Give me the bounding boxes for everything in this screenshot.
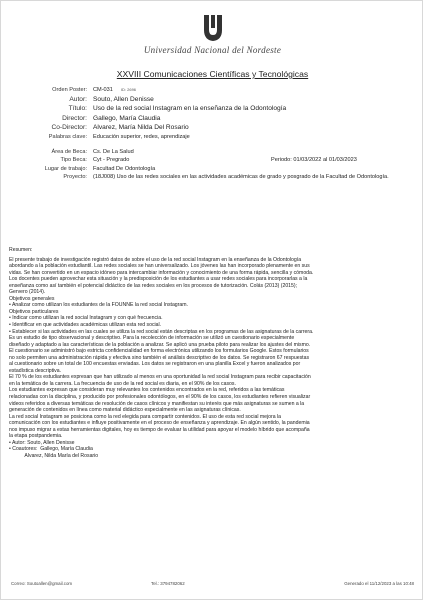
proyecto-label: Proyecto: [63,174,87,181]
body-line: • Coautores: Gallego, María Claudia [9,446,93,453]
body-line: no solo permiten una administración rápida y efectiva sino también el análisis descriptivo de los datos. Se registraron 67 respuestas [9,354,310,361]
body-line: Es un estudio de tipo observacional y descriptivo. Para la recolección de información se utilizó un cuestionario especialmente [9,335,295,342]
tipo-value: Cyt - Pregrado [93,157,130,164]
body-line: videos referidos a diversas temáticas de resolución de casos clínicos y manifiestan su interés que más asignaturas se sumen a la [9,400,305,407]
orden-value: CM-031 [93,87,113,93]
abstract-body [9,247,417,460]
body-line: estadística descriptiva. [9,367,62,374]
titulo-label: Título: [68,105,87,113]
row-area [1,149,423,158]
unne-crest-icon [202,13,224,43]
footer-phone: Tel.: 3794782062 [151,581,185,586]
row-proyecto [1,174,423,190]
orden-label: Orden Poster: [52,87,87,93]
body-line: Los docentes pueden aprovechar esta situación y la predisposición de los estudiantes a usar redes sociales para incorporarlas a la [9,276,308,283]
titulo-value: Uso de la red social Instagram en la enseñanza de la Odontología [93,105,287,113]
autor-label: Autor: [69,95,87,103]
row-autor [1,96,423,106]
body-line: vidas. Se han convertido en un espacio idóneo para intercambiar información y conocimiento de una forma rápida, sencilla y cómoda. [9,269,314,276]
body-line: • Indicar como utilizan la red social Instagram y con qué frecuencia. [9,315,163,322]
body-line: El 70 % de los estudiantes expresan que han utilizado al menos en una oportunidad la red social Instagram para recibir capacitación [9,374,311,381]
director-label: Director: [62,114,87,122]
body-line: generación de contenidos en línea como material didáctico especialmente en las asignaturas clínicas. [9,407,241,414]
body-line: abordando a la población estudiantil. Las redes sociales se han universalizado. Los jóvenes las han incorporado plenamente en sus [9,263,310,270]
row-codirector [1,124,423,134]
row-lugar [1,166,423,175]
body-line: Resumen: [9,247,33,253]
body-line: al cuestionario sobre un total de 100 encuestas enviadas. Los datos se registraron en una planilla Excel y fueron analizados por [9,361,301,368]
body-line: • Identificar en que actividades académicas utilizan esta red social. [9,322,162,329]
codirector-value: Alvarez, María Nilda Del Rosario [93,124,189,132]
director-value: Gallego, María Claudia [93,114,161,122]
body-line: relacionadas con la disciplina, y producido por profesionales odontólogos, en el 90% de los casos, los estudiantes refieren visualizar [9,394,311,401]
codirector-label: Co-Director: [51,124,87,132]
body-line: Los estudiantes expresan que consideran muy relevantes los contenidos encontrados en la red, referidos a las temáticas [9,387,285,394]
body-line: diseñado y adaptado a las características de la población a analizar. Se aplicó una prueba piloto para realizar los ajustes del mismo. [9,341,311,348]
proyecto-value: (18J008) Uso de las redes sociales en las actividades académicas de grado y posgrado de la Facultad de Odontología. [93,174,389,181]
area-label: Área de Beca: [51,148,87,155]
body-line: • Autor: Souto, Allen Denisse [9,439,75,446]
university-name: Universidad Nacional del Nordeste [143,45,282,55]
orden-id: ID: 2696 [120,87,137,92]
body-line: comunicación con los estudiantes e influye positivamente en el proceso de enseñanza y aprendizaje. En algún sentido, la pandemia [9,420,310,427]
tipo-label: Tipo Beca: [60,157,87,164]
footer-generated: Generado el 11/12/2023 a las 10:48 [344,581,414,586]
event-title: XXVIII Comunicaciones Científicas y Tecnológicas [116,69,309,79]
body-line: Alvarez, Nilda María del Rosario [9,452,99,459]
palabras-label: Palabras clave: [48,133,87,140]
row-orden [1,87,423,96]
autor-value: Souto, Allen Denisse [93,95,154,103]
palabras-value: Educación superior, redes, aprendizaje [93,133,190,140]
body-line: La red social Instagram se posiciona como la red elegida para compartir contenidos. El uso de esta red social mejora la [9,413,282,420]
area-value: Cs. De La Salud [93,148,134,155]
row-tipo [1,157,423,166]
body-line: nos impuso migrar a estas herramientas digitales, hoy es tiempo de evaluar la utilidad para apoyar el modelo híbrido que acompaña [9,426,310,433]
row-titulo [1,105,423,115]
lugar-value: Facultad De Odontología [93,165,156,172]
body-line: El cuestionario se administró bajo estricta confidencialidad en forma electrónica utilizando los formularios Google. Estos formularios [9,348,309,355]
body-line: la etapa postpandemia. [9,433,63,440]
body-line: • Analizar como utilizan los estudiantes de la FOUNNE la red social Instagram. [9,302,188,309]
body-line: en la temática de la carrera. La frecuencia de uso de la red social es diaria, en el 90% de los casos. [9,380,236,387]
university-logo [1,13,423,55]
body-line: Objetivos particulares [9,308,59,315]
lugar-label: Lugar de trabajo: [44,165,87,172]
row-palabras [1,134,423,143]
poster-metadata [1,87,423,190]
periodo-value: Periodo: 01/03/2022 al 01/03/2023 [271,157,357,164]
body-line: Gervero (2014). [9,289,46,296]
body-line: enseñanza como así también el potencial didáctico de las redes sociales en los procesos de tutorización. Colás (2013) (2015); [9,282,298,289]
row-director [1,115,423,125]
body-line: • Establecer si las actividades en las cuales se utiliza la red social están descriptas en los programas de las asignaturas de la carrera. [9,328,314,335]
body-line: El presente trabajo de investigación registró datos de sobre el uso de la red social Instagram en la enseñanza de la Odontología [9,256,302,263]
footer-email: Correo: Soutoallen@gmail.com [11,581,73,586]
body-line: Objetivos generales [9,295,55,302]
